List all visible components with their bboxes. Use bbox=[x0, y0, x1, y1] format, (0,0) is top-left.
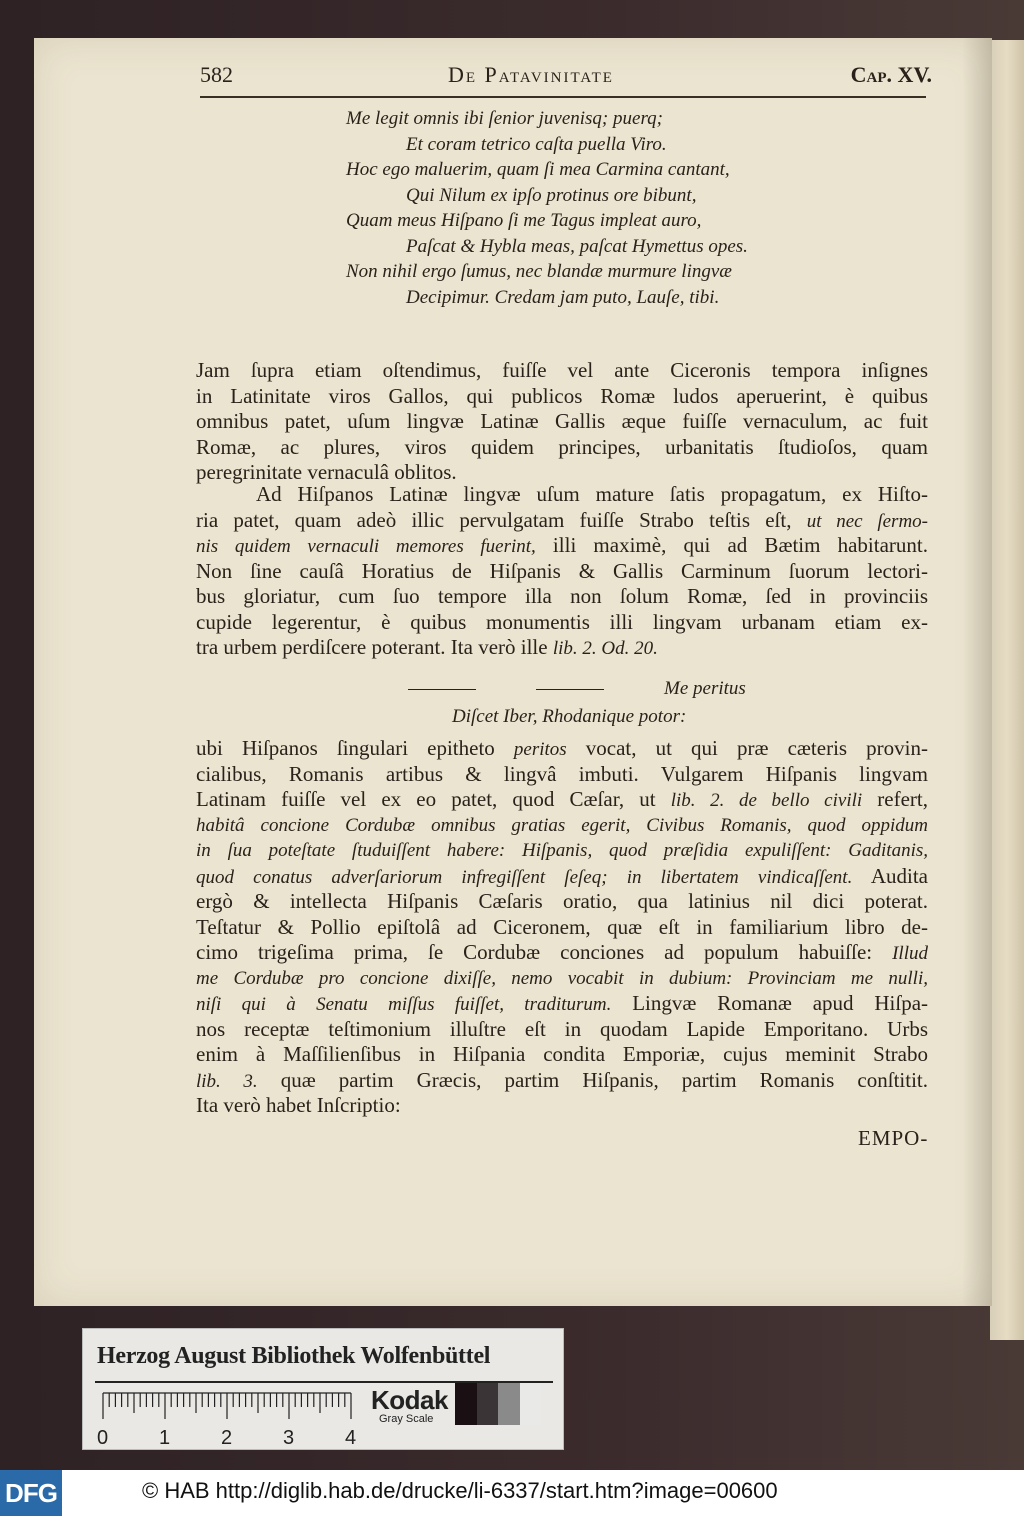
text-line: in ſua poteſtate ſtuduiſſent habere: Hiſpanis, quod præſidia expuliſſent: Gaditanis, bbox=[196, 840, 928, 861]
verse-block bbox=[196, 106, 928, 310]
text-span: Me peritus bbox=[664, 678, 746, 699]
text-line: Ita verò habet Inſcriptio: bbox=[196, 1093, 401, 1117]
text-line bbox=[196, 991, 928, 1017]
italic-span: quod conatus adverſariorum infregiſſent ſeſeq; in libertatem vindicaſſent. bbox=[196, 866, 853, 888]
header-rule bbox=[200, 96, 926, 98]
catchword: EMPO- bbox=[858, 1126, 929, 1150]
gray-patch bbox=[520, 1383, 542, 1425]
text-span: Lingvæ Romanæ apud Hiſpa- bbox=[611, 991, 928, 1015]
quote-dash bbox=[408, 689, 476, 690]
chapter-label: Cap. XV. bbox=[850, 62, 932, 87]
verse-line: Paſcat & Hybla meas, paſcat Hymettus opes. bbox=[406, 235, 748, 257]
gray-scale-patches bbox=[455, 1383, 541, 1425]
gray-patch bbox=[455, 1383, 477, 1425]
text-line: cupide legerentur, è quibus monumentis illi lingvam urbanam etiam ex- bbox=[196, 609, 928, 634]
italic-span: nis quidem vernaculi memores fuerint, bbox=[196, 536, 536, 557]
text-span: refert, bbox=[862, 787, 928, 811]
verse-line: Hoc ego maluerim, quam ſi mea Carmina cantant, bbox=[346, 159, 730, 180]
text-span: Ad Hiſpanos Latinæ lingvæ uſum mature ſatis propagatum, ex Hiſto- bbox=[256, 482, 928, 506]
kodak-logo: Kodak bbox=[371, 1385, 448, 1415]
library-scale-card bbox=[82, 1328, 564, 1450]
text-line bbox=[196, 533, 928, 559]
running-title: De Patavinitate bbox=[448, 62, 614, 87]
text-line: ergò & intellecta Hiſpanis Cæſaris oratio, qua latinius nil dici poterat. bbox=[196, 889, 928, 913]
library-name: Herzog August Bibliothek Wolfenbüttel bbox=[97, 1343, 491, 1369]
text-span: tra urbem perdiſcere poterant. Ita verò ille bbox=[196, 635, 553, 659]
ruler-label: 1 bbox=[159, 1427, 171, 1449]
quote-line bbox=[196, 678, 928, 706]
verse-line: Et coram tetrico caſta puella Viro. bbox=[406, 133, 667, 155]
italic-span: lib. 3. bbox=[196, 1070, 258, 1092]
paragraph-3 bbox=[196, 736, 928, 1119]
text-line: Non ſine cauſâ Horatius de Hiſpanis & Gallis Carminum ſuorum lectori- bbox=[196, 558, 928, 583]
text-line: in Latinitate viros Gallos, qui publicos Romæ ludos aperuerint, è quibus bbox=[196, 383, 928, 408]
quote-dash bbox=[536, 689, 604, 690]
text-line bbox=[196, 1068, 928, 1094]
text-span: illi maximè, qui ad Bætim habitarunt. bbox=[535, 533, 928, 557]
page-number: 582 bbox=[200, 62, 233, 87]
text-line: nos receptæ teſtimonium illuſtre eſt in quodam Lapide Emporitano. Urbs bbox=[196, 1016, 928, 1041]
italic-span: Illud bbox=[892, 943, 928, 964]
verse-line: Quam meus Hiſpano ſi me Tagus impleat auro, bbox=[346, 210, 702, 231]
horace-quote bbox=[196, 678, 928, 734]
kodak-subtitle: Gray Scale bbox=[379, 1413, 434, 1425]
gray-patch bbox=[477, 1383, 499, 1425]
text-line: peregrinitate vernaculâ oblitos. bbox=[196, 460, 457, 484]
italic-span: ut nec ſermo- bbox=[806, 510, 928, 532]
text-line bbox=[196, 940, 928, 966]
text-line bbox=[196, 864, 928, 890]
text-span: ubi Hiſpanos ſingulari epitheto bbox=[196, 736, 514, 760]
ruler-label: 0 bbox=[97, 1427, 109, 1449]
footer-bar bbox=[0, 1470, 1024, 1516]
text-line: habitâ concione Cordubæ omnibus gratias egerit, Civibus Romanis, quod oppidum bbox=[196, 814, 928, 836]
text-line: Jam ſupra etiam oſtendimus, fuiſſe vel ante Ciceronis tempora inſignes bbox=[196, 358, 928, 382]
citation-link[interactable]: © HAB http://diglib.hab.de/drucke/li-6337/start.htm?image=00600 bbox=[142, 1478, 778, 1503]
italic-span: niſi qui à Senatu miſſus fuiſſet, traditurum. bbox=[196, 994, 612, 1015]
dfg-logo: DFG bbox=[0, 1470, 62, 1516]
text-line bbox=[196, 482, 928, 508]
quote-line: Diſcet Iber, Rhodanique potor: bbox=[452, 706, 687, 727]
text-line: Romæ, ac plures, viros quidem principes, urbanitatis ſtudioſos, quam bbox=[196, 434, 928, 459]
italic-span: lib. 2. de bello civili bbox=[670, 790, 863, 811]
ruler-numbers bbox=[97, 1427, 437, 1449]
italic-span: peritos bbox=[513, 739, 567, 760]
ruler-label: 3 bbox=[283, 1427, 295, 1449]
italic-span: lib. 2. Od. 20. bbox=[552, 638, 658, 659]
verse-line: Decipimur. Credam jam puto, Lauſe, tibi. bbox=[406, 286, 720, 308]
text-line: cialibus, Romanis artibus & lingvâ imbuti. Vulgarem Hiſpanis lingvam bbox=[196, 761, 928, 786]
verse-line: Qui Nilum ex ipſo protinus ore bibunt, bbox=[406, 184, 697, 206]
text-span: cimo trigeſima prima, ſe Cordubæ conciones ad populum habuiſſe: bbox=[196, 940, 893, 964]
text-span: ria patet, quam adeò illic pervulgatam fuiſſe Strabo teſtis eſt, bbox=[196, 507, 807, 532]
text-span: vocat, ut qui præ cæteris provin- bbox=[566, 736, 928, 760]
text-line: me Cordubæ pro concione dixiſſe, nemo vocabit in dubium: Provinciam me nulli, bbox=[196, 967, 928, 989]
text-span: Audita bbox=[852, 863, 928, 888]
gray-patch bbox=[498, 1383, 520, 1425]
ruler-label: 2 bbox=[221, 1427, 233, 1449]
text-span: Latinam fuiſſe vel ex eo patet, quod Cæſar, ut bbox=[196, 787, 671, 811]
verse-line: Non nihil ergo ſumus, nec blandæ murmure lingvæ bbox=[346, 261, 732, 282]
text-line: omnibus patet, uſum lingvæ Latinæ Gallis æque fuiſſe vernaculum, ac fuit bbox=[196, 409, 928, 433]
paragraph-1 bbox=[196, 358, 928, 486]
paragraph-2 bbox=[196, 482, 928, 661]
facing-page-edge bbox=[990, 40, 1024, 1340]
text-line bbox=[196, 787, 928, 813]
text-line: enim à Maſſilienſibus in Hiſpania condita Emporiæ, cujus meminit Strabo bbox=[196, 1042, 928, 1066]
text-line bbox=[196, 736, 928, 762]
text-line bbox=[196, 635, 928, 661]
ruler-label: 4 bbox=[345, 1427, 357, 1449]
gutter-shadow bbox=[962, 38, 992, 1306]
text-line: bus gloriatur, cum ſuo tempore illa non ſolum Romæ, ſed in provinciis bbox=[196, 584, 928, 608]
text-span: quæ partim Græcis, partim Hiſpanis, partim Romanis conſtitit. bbox=[257, 1067, 928, 1092]
text-line: Teſtatur & Pollio epiſtolâ ad Ciceronem, quæ eſt in familiarium libro de- bbox=[196, 914, 928, 939]
verse-line: Me legit omnis ibi ſenior juvenisq; puerq; bbox=[346, 108, 663, 129]
text-line bbox=[196, 508, 928, 534]
